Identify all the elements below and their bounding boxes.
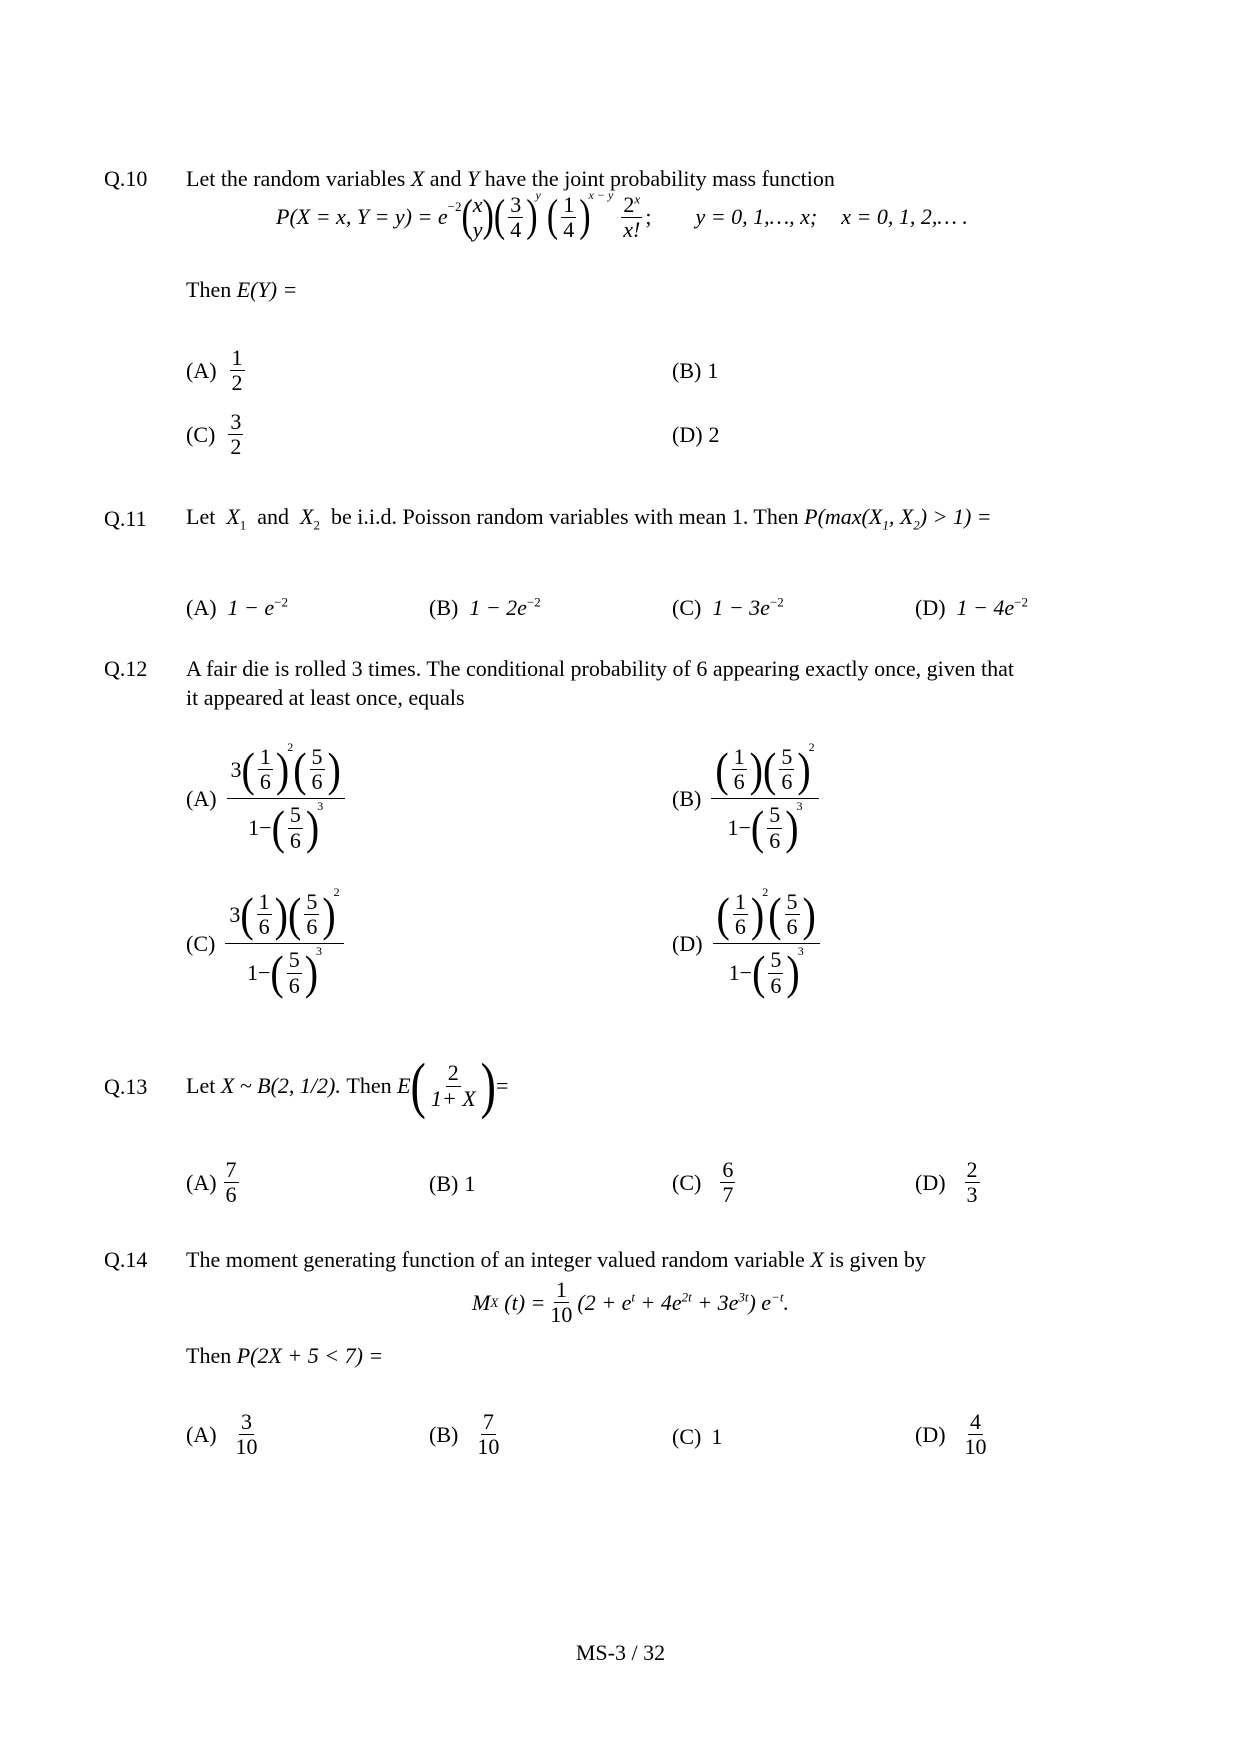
exponent: −2 xyxy=(1014,594,1029,610)
numerator: 3 xyxy=(510,191,522,217)
denominator: 6 xyxy=(289,827,301,853)
numerator: 3 xyxy=(230,409,242,434)
question-number: Q.14 xyxy=(104,1247,148,1272)
denominator: 3 xyxy=(966,1182,978,1208)
numerator xyxy=(227,740,345,799)
option-c[interactable] xyxy=(186,410,246,459)
mgf-part: (2 + e xyxy=(577,1289,632,1315)
exponent: y xyxy=(535,187,541,202)
stem-text: is given by xyxy=(829,1247,926,1272)
paren-fraction: ( $\frac{1}{6}$ ) xyxy=(715,742,763,797)
stem-text: be i.i.d. Poisson random variables with mean 1. Then xyxy=(331,504,799,529)
denominator xyxy=(727,798,803,855)
denominator: 10 xyxy=(477,1434,500,1460)
numerator: 5 xyxy=(311,744,323,769)
denominator: 6 xyxy=(734,914,746,940)
numerator: 1 xyxy=(259,744,271,769)
option-c[interactable] xyxy=(672,595,784,621)
exponent: 2 xyxy=(287,740,294,755)
denominator: 4 xyxy=(510,216,522,242)
equals: = xyxy=(495,1073,509,1098)
numerator: 2 xyxy=(447,1060,459,1086)
option-label: (D) xyxy=(915,1421,946,1447)
option-label: (B) xyxy=(672,785,702,811)
stem-text: and xyxy=(429,166,462,191)
fraction xyxy=(720,1158,735,1207)
fraction xyxy=(224,1158,239,1207)
exponent: 3 xyxy=(797,943,804,958)
then-text: Then xyxy=(186,1343,232,1368)
paren-fraction: ( $\frac{1}{6}$ ) xyxy=(240,887,288,942)
paren: ) xyxy=(480,1050,496,1120)
and-text: and xyxy=(257,504,290,529)
mgf-body xyxy=(577,1290,789,1316)
paren-fraction: ( $\frac{1}{6}$ ) 2 xyxy=(716,885,769,942)
denominator: 6 xyxy=(770,972,782,998)
option-b[interactable] xyxy=(672,358,718,384)
paren-fraction: ( $\frac{5}{6}$ ) 2 xyxy=(287,885,340,942)
numerator: 5 xyxy=(289,802,301,828)
denominator: 6 xyxy=(769,827,781,853)
stem-text: Let the random variables xyxy=(186,166,406,191)
paren-fraction: ( $\frac{5}{6}$ ) 3 xyxy=(752,943,804,1000)
question-stem xyxy=(186,1050,509,1120)
sub: 1 xyxy=(882,517,889,533)
var-y: Y xyxy=(467,166,480,191)
numerator: 1 xyxy=(231,345,243,370)
numerator: 2 xyxy=(966,1157,978,1182)
then-text: Then xyxy=(186,277,232,302)
mgf-arg: (t) = xyxy=(504,1289,546,1315)
var-x2: X xyxy=(300,504,314,529)
sub: 2 xyxy=(913,517,920,533)
option-label: (A) xyxy=(186,1169,217,1195)
compound-fraction xyxy=(713,885,820,1000)
fraction xyxy=(508,193,523,242)
question-ask xyxy=(186,1343,383,1369)
fraction xyxy=(429,1061,478,1110)
let-text: Let xyxy=(186,1073,216,1098)
numerator xyxy=(711,740,818,799)
fraction xyxy=(963,1410,989,1459)
ask-expr: P(2X + 5 < 7) = xyxy=(236,1343,384,1368)
exponent: −2 xyxy=(769,594,784,610)
denominator: 6 xyxy=(781,769,793,795)
denominator: 2 xyxy=(231,370,243,396)
var-x: X xyxy=(810,1247,824,1272)
paren-fraction: ( $\frac{5}{6}$ ) xyxy=(768,887,816,942)
option-value: 1 xyxy=(707,358,719,383)
paren-fraction: ( $\frac{1}{6}$ ) 2 xyxy=(241,740,294,797)
numerator: 7 xyxy=(225,1157,237,1182)
question-number: Q.12 xyxy=(104,656,148,681)
page-footer: MS-3 / 32 xyxy=(575,1640,666,1665)
exponent: 2t xyxy=(681,1289,692,1305)
option-value: 1 xyxy=(711,1424,723,1449)
stem-text: The moment generating function of an integer valued random variable xyxy=(186,1247,805,1272)
option-value: 1 xyxy=(464,1171,476,1196)
numerator: 5 xyxy=(288,947,300,973)
numerator xyxy=(713,885,820,944)
option-d[interactable] xyxy=(915,1410,992,1459)
fraction xyxy=(561,193,576,242)
compound-fraction xyxy=(227,740,345,855)
exponent: x − y xyxy=(588,187,614,202)
option-label: (A) xyxy=(186,357,217,383)
question-number: Q.10 xyxy=(104,166,148,191)
numerator: 7 xyxy=(482,1409,494,1434)
var-x: X xyxy=(410,166,425,191)
let-text: Let xyxy=(186,504,216,529)
paren: ( xyxy=(493,191,506,242)
option-value: 2 xyxy=(708,422,720,447)
mgf-formula: M X (t) = $\frac{1}{10}$ $(2 + e^t + 4e^{2t} + 3e^{3t})$ $e^{-t}$. xyxy=(472,1277,789,1328)
option-c[interactable] xyxy=(672,1424,722,1450)
question-number: Q.13 xyxy=(104,1074,148,1099)
compound-fraction xyxy=(225,885,343,1000)
option-d[interactable] xyxy=(915,595,1028,621)
option-d[interactable] xyxy=(672,885,820,1000)
binom-bottom: y xyxy=(472,217,483,243)
option-c[interactable] xyxy=(186,885,344,1000)
exponent: −t xyxy=(771,1289,784,1305)
fraction xyxy=(475,1410,501,1459)
exponent: −2 xyxy=(526,594,541,610)
denominator: 6 xyxy=(258,914,270,940)
numerator: 4 xyxy=(970,1409,982,1434)
option-label: (C) xyxy=(186,930,216,956)
sub: 1 xyxy=(239,517,247,533)
denominator: 2 xyxy=(230,434,242,460)
range-y: y = 0, 1,…, x; xyxy=(695,204,818,230)
denominator: 10 xyxy=(235,1434,258,1460)
option-label: (C) xyxy=(186,421,216,447)
question-ask xyxy=(186,277,297,303)
num-base: 2 xyxy=(623,191,635,217)
paren-fraction: ( $\frac{5}{6}$ ) xyxy=(293,742,341,797)
option-a[interactable] xyxy=(186,1410,263,1459)
stem-text: have the joint probability mass function xyxy=(484,166,835,191)
denominator: x! xyxy=(623,216,641,242)
option-label: (A) xyxy=(186,595,217,620)
ask-expr: E(Y) = xyxy=(236,277,298,302)
numerator: 5 xyxy=(306,889,318,914)
mgf-part: + 3e xyxy=(691,1289,739,1315)
numerator: 5 xyxy=(769,802,781,828)
ask-part: P(max(X xyxy=(804,504,883,529)
fraction xyxy=(234,1410,260,1459)
exponent: 2 xyxy=(808,740,815,755)
paren: ) xyxy=(579,191,591,242)
denominator: 10 xyxy=(964,1434,987,1460)
coefficient: 3 xyxy=(229,901,241,927)
paren-fraction: ( $\frac{5}{6}$ ) 3 xyxy=(271,798,324,855)
option-label: (B) xyxy=(429,595,459,620)
exponent: 2 xyxy=(762,885,769,900)
option-a[interactable] xyxy=(186,1158,242,1207)
numerator: 5 xyxy=(770,947,782,973)
range-x: x = 0, 1, 2,… . xyxy=(841,204,968,230)
option-label: (A) xyxy=(186,1421,217,1447)
option-value: 1 − e xyxy=(227,595,275,620)
mgf-part: . xyxy=(783,1289,789,1315)
ask-part: , X xyxy=(888,504,914,529)
option-label: (A) xyxy=(186,785,217,811)
numerator: 1 xyxy=(733,744,745,769)
option-value: 1 − 4e xyxy=(956,595,1015,620)
paren: ( xyxy=(546,191,559,242)
exponent: 2 xyxy=(333,885,340,900)
ask-part: ) > 1) = xyxy=(919,504,992,529)
mgf-m: M xyxy=(472,1289,491,1315)
one-minus: 1− xyxy=(727,815,751,841)
option-c[interactable] xyxy=(672,1158,738,1207)
denominator xyxy=(246,943,323,1000)
compound-fraction xyxy=(711,740,818,855)
question-stem xyxy=(186,1247,926,1273)
paren: ) xyxy=(526,191,538,242)
denominator: 6 xyxy=(733,769,745,795)
numerator xyxy=(621,193,642,218)
sub: 2 xyxy=(313,517,320,533)
numerator: 1 xyxy=(258,889,270,914)
question-number: Q.11 xyxy=(104,506,147,531)
binomial xyxy=(473,192,483,243)
paren-fraction: ( $\frac{5}{6}$ ) 3 xyxy=(750,798,803,855)
denominator: 6 xyxy=(306,914,318,940)
mgf-part: + 4e xyxy=(634,1289,682,1315)
denominator: 10 xyxy=(550,1302,573,1328)
denominator: 6 xyxy=(259,769,271,795)
exponent: 3 xyxy=(316,943,323,958)
semicolon: ; xyxy=(645,204,652,230)
denominator: 6 xyxy=(311,769,323,795)
numerator: 1 xyxy=(555,1277,567,1302)
numerator: 3 xyxy=(241,1409,253,1434)
question-stem xyxy=(186,504,992,533)
denominator: 4 xyxy=(563,216,575,242)
option-label: (B) xyxy=(429,1421,459,1447)
numerator xyxy=(225,885,343,944)
exponent: −2 xyxy=(274,594,289,610)
option-label: (C) xyxy=(672,595,702,620)
fraction xyxy=(228,410,243,459)
paren-fraction: ( $\frac{5}{6}$ ) 3 xyxy=(270,943,323,1000)
option-label: (C) xyxy=(672,1169,702,1195)
fraction xyxy=(230,346,245,395)
exponent: 3t xyxy=(738,1289,749,1305)
dist-expr: X ~ B(2, 1/2). xyxy=(220,1073,341,1098)
denominator: 7 xyxy=(722,1182,734,1208)
one-minus: 1− xyxy=(728,960,753,986)
denominator xyxy=(248,798,324,855)
then-text: Then xyxy=(346,1073,392,1098)
exponent: 3 xyxy=(317,798,324,813)
question-stem xyxy=(186,166,835,192)
option-a[interactable] xyxy=(186,346,248,395)
option-d[interactable] xyxy=(672,422,720,448)
option-label: (B) xyxy=(429,1171,459,1196)
option-label: (B) xyxy=(672,358,702,383)
paren: ) xyxy=(482,191,494,242)
exponent: t xyxy=(631,1289,635,1305)
option-b[interactable] xyxy=(672,740,819,855)
option-label: (C) xyxy=(672,1424,702,1449)
fraction xyxy=(965,1158,980,1207)
exponent: 3 xyxy=(796,798,803,813)
option-value: 1 − 3e xyxy=(712,595,770,620)
paren-fraction: ( $\frac{5}{6}$ ) 2 xyxy=(762,740,815,797)
option-value: 1 − 2e xyxy=(469,595,527,620)
option-b[interactable] xyxy=(429,595,541,621)
denominator xyxy=(728,943,804,1000)
one-minus: 1− xyxy=(246,960,271,986)
numerator: 5 xyxy=(786,889,798,914)
numerator: 5 xyxy=(781,744,793,769)
denominator: 1+ X xyxy=(430,1085,476,1111)
denominator: 6 xyxy=(288,972,300,998)
pmf-lhs: P(X = x, Y = y) = e xyxy=(276,204,448,230)
option-a[interactable] xyxy=(186,740,345,855)
question-stem-cont: it appeared at least once, equals xyxy=(186,685,465,710)
fraction xyxy=(621,193,642,242)
mgf-part: ) e xyxy=(748,1289,772,1315)
option-d[interactable] xyxy=(915,1158,983,1207)
pmf-formula: P(X = x, Y = y) = e −2 ( x y ) ( $\frac{3}{4}$ ) y ( $\frac{1}{4}$ ) x − y $\frac{2^x}{x!}$ ; y = 0, 1,…, x; x = 0, 1, 2,… . xyxy=(276,187,968,243)
binom-top: x xyxy=(472,192,483,217)
option-label: (D) xyxy=(672,930,703,956)
option-label: (D) xyxy=(915,595,946,620)
var-x1: X xyxy=(226,504,240,529)
paren: ( xyxy=(410,1050,426,1120)
numerator: 6 xyxy=(722,1157,734,1182)
paren: ( xyxy=(461,191,473,242)
one-minus: 1− xyxy=(248,815,272,841)
coefficient: 3 xyxy=(230,756,242,782)
option-label: (D) xyxy=(915,1169,946,1195)
option-a[interactable] xyxy=(186,595,288,621)
option-b[interactable] xyxy=(429,1171,475,1197)
question-stem: A fair die is rolled 3 times. The conditional probability of 6 appearing exactly once, given that xyxy=(186,656,1015,681)
option-label: (D) xyxy=(672,422,703,447)
numerator: 1 xyxy=(734,889,746,914)
option-b[interactable] xyxy=(429,1410,504,1459)
ask-expr xyxy=(804,504,992,533)
denominator: 6 xyxy=(225,1182,237,1208)
denominator: 6 xyxy=(786,914,798,940)
fraction xyxy=(548,1278,574,1327)
expectation: E xyxy=(397,1073,411,1098)
num-exp: x xyxy=(634,191,641,207)
numerator: 1 xyxy=(563,191,575,217)
